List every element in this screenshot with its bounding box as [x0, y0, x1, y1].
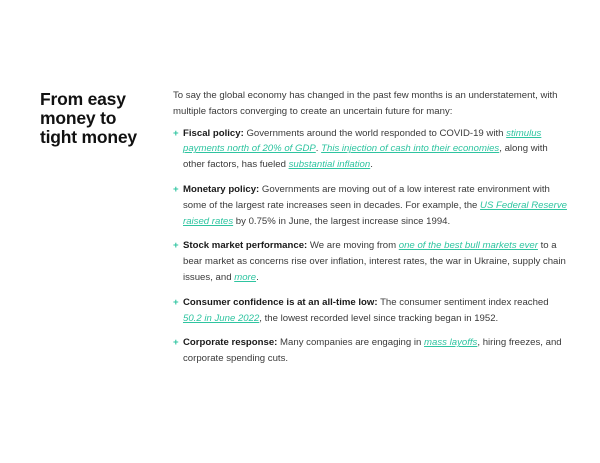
bullet-corporate-response — [173, 335, 568, 367]
bullet-text: . — [256, 271, 259, 283]
bullet-label: Consumer confidence is at an all-time low: — [183, 296, 378, 308]
bullet-text: The consumer sentiment index reached — [377, 296, 549, 308]
link-more[interactable]: more — [234, 271, 257, 283]
bullet-text: , along with other factors, has fueled — [183, 143, 548, 171]
bullet-fiscal-policy — [173, 126, 568, 173]
link-sentiment-index[interactable]: 50.2 in June 2022 — [183, 312, 260, 324]
plus-icon: + — [173, 240, 179, 252]
plus-icon: + — [173, 127, 179, 139]
heading-line-2: money to — [40, 108, 117, 128]
plus-icon: + — [173, 183, 179, 195]
bullet-consumer-confidence — [173, 295, 568, 327]
link-mass-layoffs[interactable]: mass layoffs — [424, 337, 478, 349]
bullet-label: Fiscal policy: — [183, 127, 244, 139]
bullet-text: We are moving from — [307, 240, 399, 252]
factor-list — [173, 126, 568, 367]
link-cash-injection[interactable]: This injection of cash into their economies — [321, 143, 500, 155]
bullet-text: Governments around the world responded to COVID-19 with — [243, 127, 507, 139]
heading-line-1: From easy — [40, 89, 126, 109]
plus-icon: + — [173, 337, 179, 349]
link-bull-markets[interactable]: one of the best bull markets ever — [398, 240, 538, 252]
bullet-text: by 0.75% in June, the largest increase since 1994. — [233, 215, 451, 227]
intro-paragraph: To say the global economy has changed in the past few months is an understatement, with multiple factors converging to create an uncertain future for many: — [173, 90, 558, 117]
bullet-label: Monetary policy: — [183, 183, 260, 195]
bullet-text: . — [315, 143, 322, 155]
bullet-text: , hiring freezes, and corporate spending cuts. — [183, 337, 562, 365]
bullet-text: Many companies are engaging in — [277, 337, 425, 349]
link-stimulus-payments[interactable]: stimulus payments north of 20% of GDP — [183, 127, 542, 155]
bullet-text: . — [370, 159, 373, 171]
plus-icon: + — [173, 296, 179, 308]
link-substantial-inflation[interactable]: substantial inflation — [288, 159, 371, 171]
bullet-text: to a bear market as concerns rise over inflation, interest rates, the war in Ukraine, supply chain issues, and — [183, 240, 566, 283]
article-body — [173, 88, 568, 376]
bullet-label: Corporate response: — [183, 337, 278, 349]
section-heading — [40, 90, 150, 147]
bullet-text: , the lowest recorded level since tracking began in 1952. — [259, 312, 499, 324]
link-fed-raised-rates[interactable]: US Federal Reserve raised rates — [183, 199, 567, 227]
bullet-label: Stock market performance: — [183, 240, 308, 252]
bullet-text: Governments are moving out of a low interest rate environment with some of the largest rate increases seen in decades. For example, the — [183, 183, 550, 211]
bullet-stock-market — [173, 238, 568, 285]
heading-line-3: tight money — [40, 127, 137, 147]
bullet-monetary-policy — [173, 182, 568, 229]
